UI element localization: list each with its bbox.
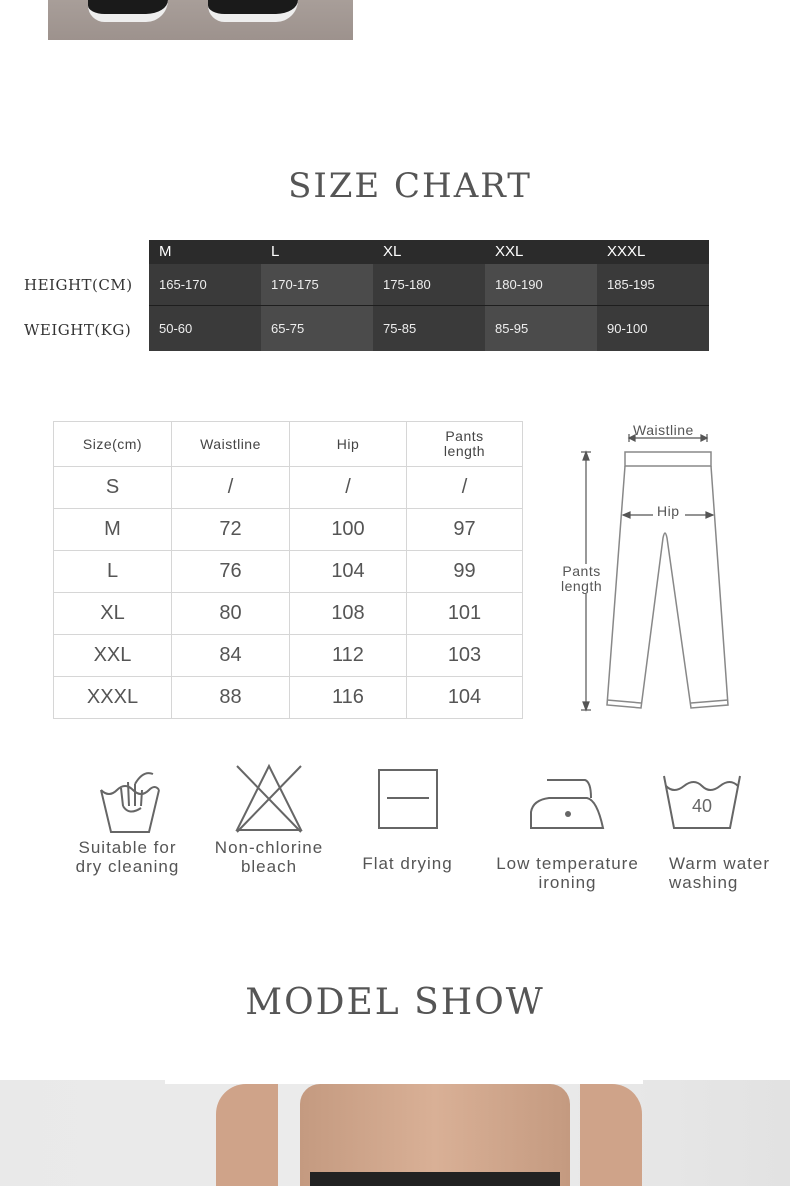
waistline-label: Waistline (633, 422, 694, 438)
header-pants-length-line1: Pants (445, 428, 484, 444)
cell-length: 97 (407, 509, 523, 551)
pants-length-label (559, 564, 604, 594)
table-row (54, 509, 523, 551)
flat-dry-icon (373, 760, 443, 854)
header-hip: Hip (290, 422, 407, 467)
size-chart-title: SIZE CHART (288, 166, 532, 206)
model-waistband (310, 1172, 560, 1186)
height-value: 180-190 (485, 264, 597, 306)
care-item-flat-dry (350, 760, 465, 873)
cell-length: 104 (407, 677, 523, 719)
size-header: XL (373, 240, 485, 264)
cell-size: XXL (54, 635, 172, 677)
height-row-label: HEIGHT(CM) (24, 276, 133, 294)
dry-clean-icon (83, 760, 173, 838)
pants-length-line2: length (561, 578, 603, 594)
table-row (54, 467, 523, 509)
header-pants-length (407, 422, 523, 467)
model-show-title: MODEL SHOW (245, 982, 545, 1023)
size-header: XXXL (597, 240, 709, 264)
pants-length-line1: Pants (562, 563, 601, 579)
care-label-line2: washing (669, 873, 739, 892)
model-photo (0, 1080, 790, 1186)
cell-size: S (54, 467, 172, 509)
weight-value: 65-75 (271, 321, 305, 336)
care-label-line1: Warm water (669, 854, 770, 873)
weight-value: 85-95 (495, 321, 529, 336)
cell-hip: 112 (290, 635, 407, 677)
model-arm-left (216, 1084, 278, 1186)
care-label-line2: dry cleaning (75, 857, 180, 876)
no-bleach-icon (229, 760, 309, 838)
header-pants-length-line2: length (443, 443, 486, 459)
care-item-warm-wash (662, 760, 790, 892)
care-label-line1: Suitable for (78, 838, 177, 857)
height-value: 170-175 (261, 264, 373, 306)
cell-hip: 104 (290, 551, 407, 593)
cell-size: M (54, 509, 172, 551)
size-chart-table (149, 240, 709, 351)
table-row (54, 551, 523, 593)
header-waistline: Waistline (172, 422, 290, 467)
cell-waistline: 72 (172, 509, 290, 551)
cell-waistline: / (172, 467, 290, 509)
pants-size-table (53, 421, 523, 719)
cell-hip: 116 (290, 677, 407, 719)
weight-row-label: WEIGHT(KG) (24, 321, 132, 339)
cell-length: 103 (407, 635, 523, 677)
size-column-xl (373, 240, 485, 351)
cell-waistline: 76 (172, 551, 290, 593)
table-header-row (54, 422, 523, 467)
care-item-dry-clean (60, 760, 195, 876)
table-row (54, 635, 523, 677)
care-label-line2: ironing (538, 873, 597, 892)
care-item-iron (480, 760, 655, 892)
weight-value: 75-85 (383, 321, 417, 336)
care-label-line1: Low temperature (496, 854, 639, 873)
cell-length: / (407, 467, 523, 509)
pants-measurement-diagram (555, 420, 790, 720)
iron-icon (523, 760, 613, 854)
size-column-xxxl (597, 240, 709, 351)
cell-waistline: 80 (172, 593, 290, 635)
height-value: 165-170 (149, 264, 261, 306)
table-row (54, 677, 523, 719)
cell-size: XL (54, 593, 172, 635)
cell-hip: / (290, 467, 407, 509)
size-header: L (261, 240, 373, 264)
model-arm-right (580, 1084, 642, 1186)
header-size: Size(cm) (54, 422, 172, 467)
height-value: 175-180 (373, 264, 485, 306)
care-label-line1: Non-chlorine (214, 838, 324, 857)
care-label-line1: Flat drying (362, 854, 453, 873)
wash-40-icon (662, 760, 742, 854)
size-column-xxl (485, 240, 597, 351)
product-photo-shoes (48, 0, 353, 40)
cell-length: 101 (407, 593, 523, 635)
cell-waistline: 88 (172, 677, 290, 719)
weight-value: 50-60 (159, 321, 193, 336)
table-row (54, 593, 523, 635)
model-torso (300, 1084, 570, 1186)
care-label-line2: bleach (240, 857, 298, 876)
hip-label: Hip (657, 503, 680, 519)
cell-hip: 108 (290, 593, 407, 635)
care-item-no-bleach (203, 760, 335, 876)
shoe-right (208, 0, 298, 22)
size-column-m (149, 240, 261, 351)
cell-length: 99 (407, 551, 523, 593)
size-header: M (149, 240, 261, 264)
weight-value: 90-100 (607, 321, 648, 336)
cell-size: L (54, 551, 172, 593)
shoe-left (88, 0, 168, 22)
wash-temperature: 40 (691, 796, 713, 816)
cell-hip: 100 (290, 509, 407, 551)
size-header: XXL (485, 240, 597, 264)
cell-waistline: 84 (172, 635, 290, 677)
cell-size: XXXL (54, 677, 172, 719)
height-value: 185-195 (597, 264, 709, 306)
size-column-l (261, 240, 373, 351)
